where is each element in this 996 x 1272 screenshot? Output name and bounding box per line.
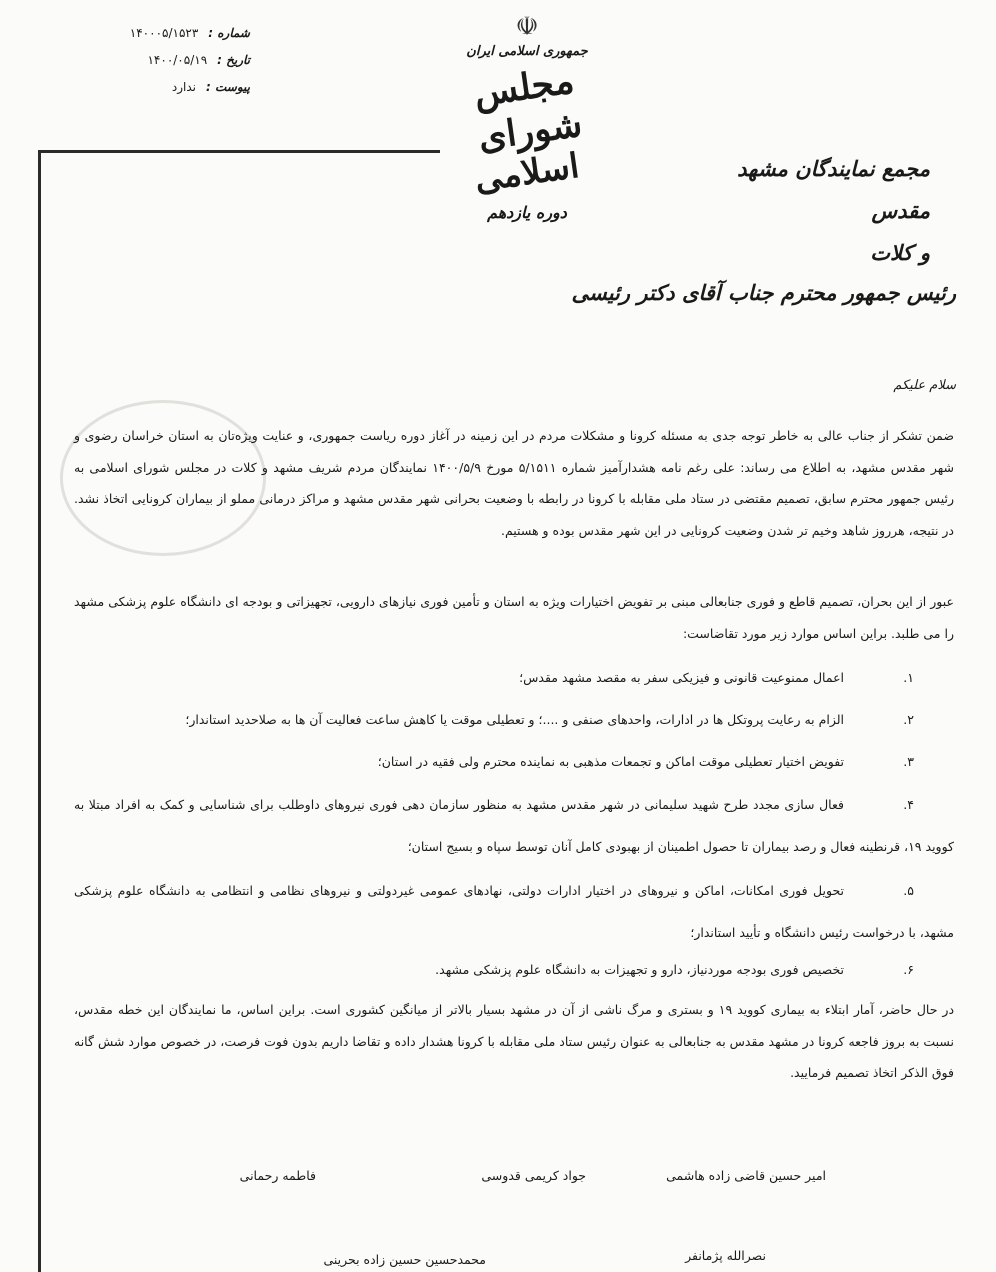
majlis-logo-line1: مجلس شورای [471, 59, 585, 159]
number-row [90, 20, 250, 47]
majlis-emblem [432, 10, 622, 240]
request-number: ۳. [903, 754, 914, 769]
request-text: تفویض اختیار تعطیلی موقت اماکن و تجمعات مذهبی به نماینده محترم ولی فقیه در استان؛ [377, 754, 844, 769]
signatory-name: جواد کریمی قدوسی [481, 1168, 586, 1183]
frame-top-line [40, 150, 440, 153]
sender-line2: و کلات [870, 240, 930, 265]
request-number: ۱. [903, 670, 914, 685]
number-value: ۱۴۰۰۰۵/۱۵۲۳ [129, 26, 199, 40]
request-item-4 [74, 784, 954, 868]
greeting: سلام علیکم [893, 378, 956, 393]
request-text: الزام به رعایت پروتکل ها در ادارات، واحدهای صنفی و ....؛ و تعطیلی موقت یا کاهش ساعت فعالیت آن ها به صلاحدید استاندار؛ [185, 712, 844, 727]
request-text: تحویل فوری امکانات، اماکن و نیروهای در اختیار ادارات دولتی، نهادهای عمومی غیردولتی و نیروهای نظامی و انتظامی به دانشگاه علوم پزشکی مشهد، با درخواست رئیس دانشگاه و تأیید استاندار؛ [74, 883, 954, 940]
letter-meta [90, 20, 250, 101]
signatory-name: نصرالله پژمانفر [685, 1248, 766, 1263]
sender-block [690, 148, 930, 274]
recipient-title: رئیس جمهور محترم جناب آقای دکتر رئیسی [571, 280, 956, 305]
attachment-row [90, 74, 250, 101]
request-number: ۶. [903, 962, 914, 977]
request-item-5 [74, 870, 954, 954]
signatory-name: محمدحسین حسین زاده بحرینی [323, 1252, 486, 1267]
republic-text: جمهوری اسلامی ایران [466, 44, 588, 59]
date-value: ۱۴۰۰/۰۵/۱۹ [147, 53, 208, 67]
attachment-label: پیوست : [206, 80, 250, 94]
request-text: فعال سازی مجدد طرح شهید سلیمانی در شهر مقدس مشهد به منظور سازمان دهی فوری نیروهای داوطلب برای شناسایی و کمک به افراد مبتلا به کووید ۱۹، قرنطینه فعال و رصد بیماران تا حصول اطمینان از بهبودی کامل آنان توسط سپاه و بسیج استان؛ [74, 797, 954, 854]
request-item-2 [74, 710, 954, 750]
sender-line1: مجمع نمایندگان مشهد مقدس [737, 156, 930, 223]
request-number: ۲. [903, 712, 914, 727]
request-number: ۴. [903, 797, 914, 812]
request-number: ۵. [903, 883, 914, 898]
signatory-name: فاطمه رحمانی [239, 1168, 316, 1183]
date-label: تاریخ : [217, 53, 250, 67]
signatory-name: امیر حسین قاضی زاده هاشمی [666, 1168, 826, 1183]
request-paragraph: عبور از این بحران، تصمیم قاطع و فوری جنابعالی مبنی بر تفویض اختیارات ویژه به استان و تأمین فوری نیازهای دارویی، تجهیزاتی و بودجه ای دانشگاه علوم پزشکی مشهد را می طلبد. براین اساس موارد زیر مورد تقاضاست: [74, 594, 954, 641]
closing-paragraph: در حال حاضر، آمار ابتلاء به بیماری کووید ۱۹ و بستری و مرگ ناشی از آن در مشهد بسیار بالاتر از میانگین کشوری است. براین اساس، ما نمایندگان این خطه مقدس، نسبت به بروز فاجعه کرونا در مشهد مقدس به جنابعالی به عنوان رئیس ستاد ملی مقابله با کرونا هشدار داده و تقاضا داریم بدون فوت فرصت، در خصوص موارد شش گانه فوق الذکر اتخاذ تصمیم فرمایید. [74, 1002, 955, 1080]
iran-emblem-icon: ☫ [515, 12, 539, 42]
frame-left-line [38, 150, 41, 1272]
date-row [90, 47, 250, 74]
request-text: اعمال ممنوعیت قانونی و فیزیکی سفر به مقصد مشهد مقدس؛ [519, 670, 844, 685]
attachment-value: ندارد [171, 80, 197, 94]
majlis-logo-line2: اسلامی [472, 145, 582, 201]
request-text: تخصیص فوری بودجه موردنیاز، دارو و تجهیزات به دانشگاه علوم پزشکی مشهد. [435, 962, 844, 977]
request-item-1 [74, 668, 954, 708]
parliament-term: دوره یازدهم [487, 203, 567, 222]
number-label: شماره : [208, 26, 250, 40]
intro-paragraph: ضمن تشکر از جناب عالی به خاطر توجه جدی به مسئله کرونا و مشکلات مردم در این زمینه در آغاز دوره ریاست جمهوری، و عنایت ویژه‌تان به استان خراسان رضوی و شهر مقدس مشهد، به اطلاع می رساند: علی رغم نامه هشدارآمیز شماره ۵/۱۵۱۱ مورخ ۱۴۰۰/۵/۹ نمایندگان مردم شریف مشهد و کلات در مجلس شورای اسلامی به رئیس جمهور محترم سابق، تصمیم مقتضی در ستاد ملی مقابله با کرونا در رابطه با وضعیت بحرانی شهر مقدس مشهد و مراکز درمانی مملو از بیماران کرونایی اتخاذ نشد. در نتیجه، هرروز شاهد وخیم تر شدن وضعیت کرونایی در این شهر مقدس بوده و هستیم. [74, 428, 954, 538]
